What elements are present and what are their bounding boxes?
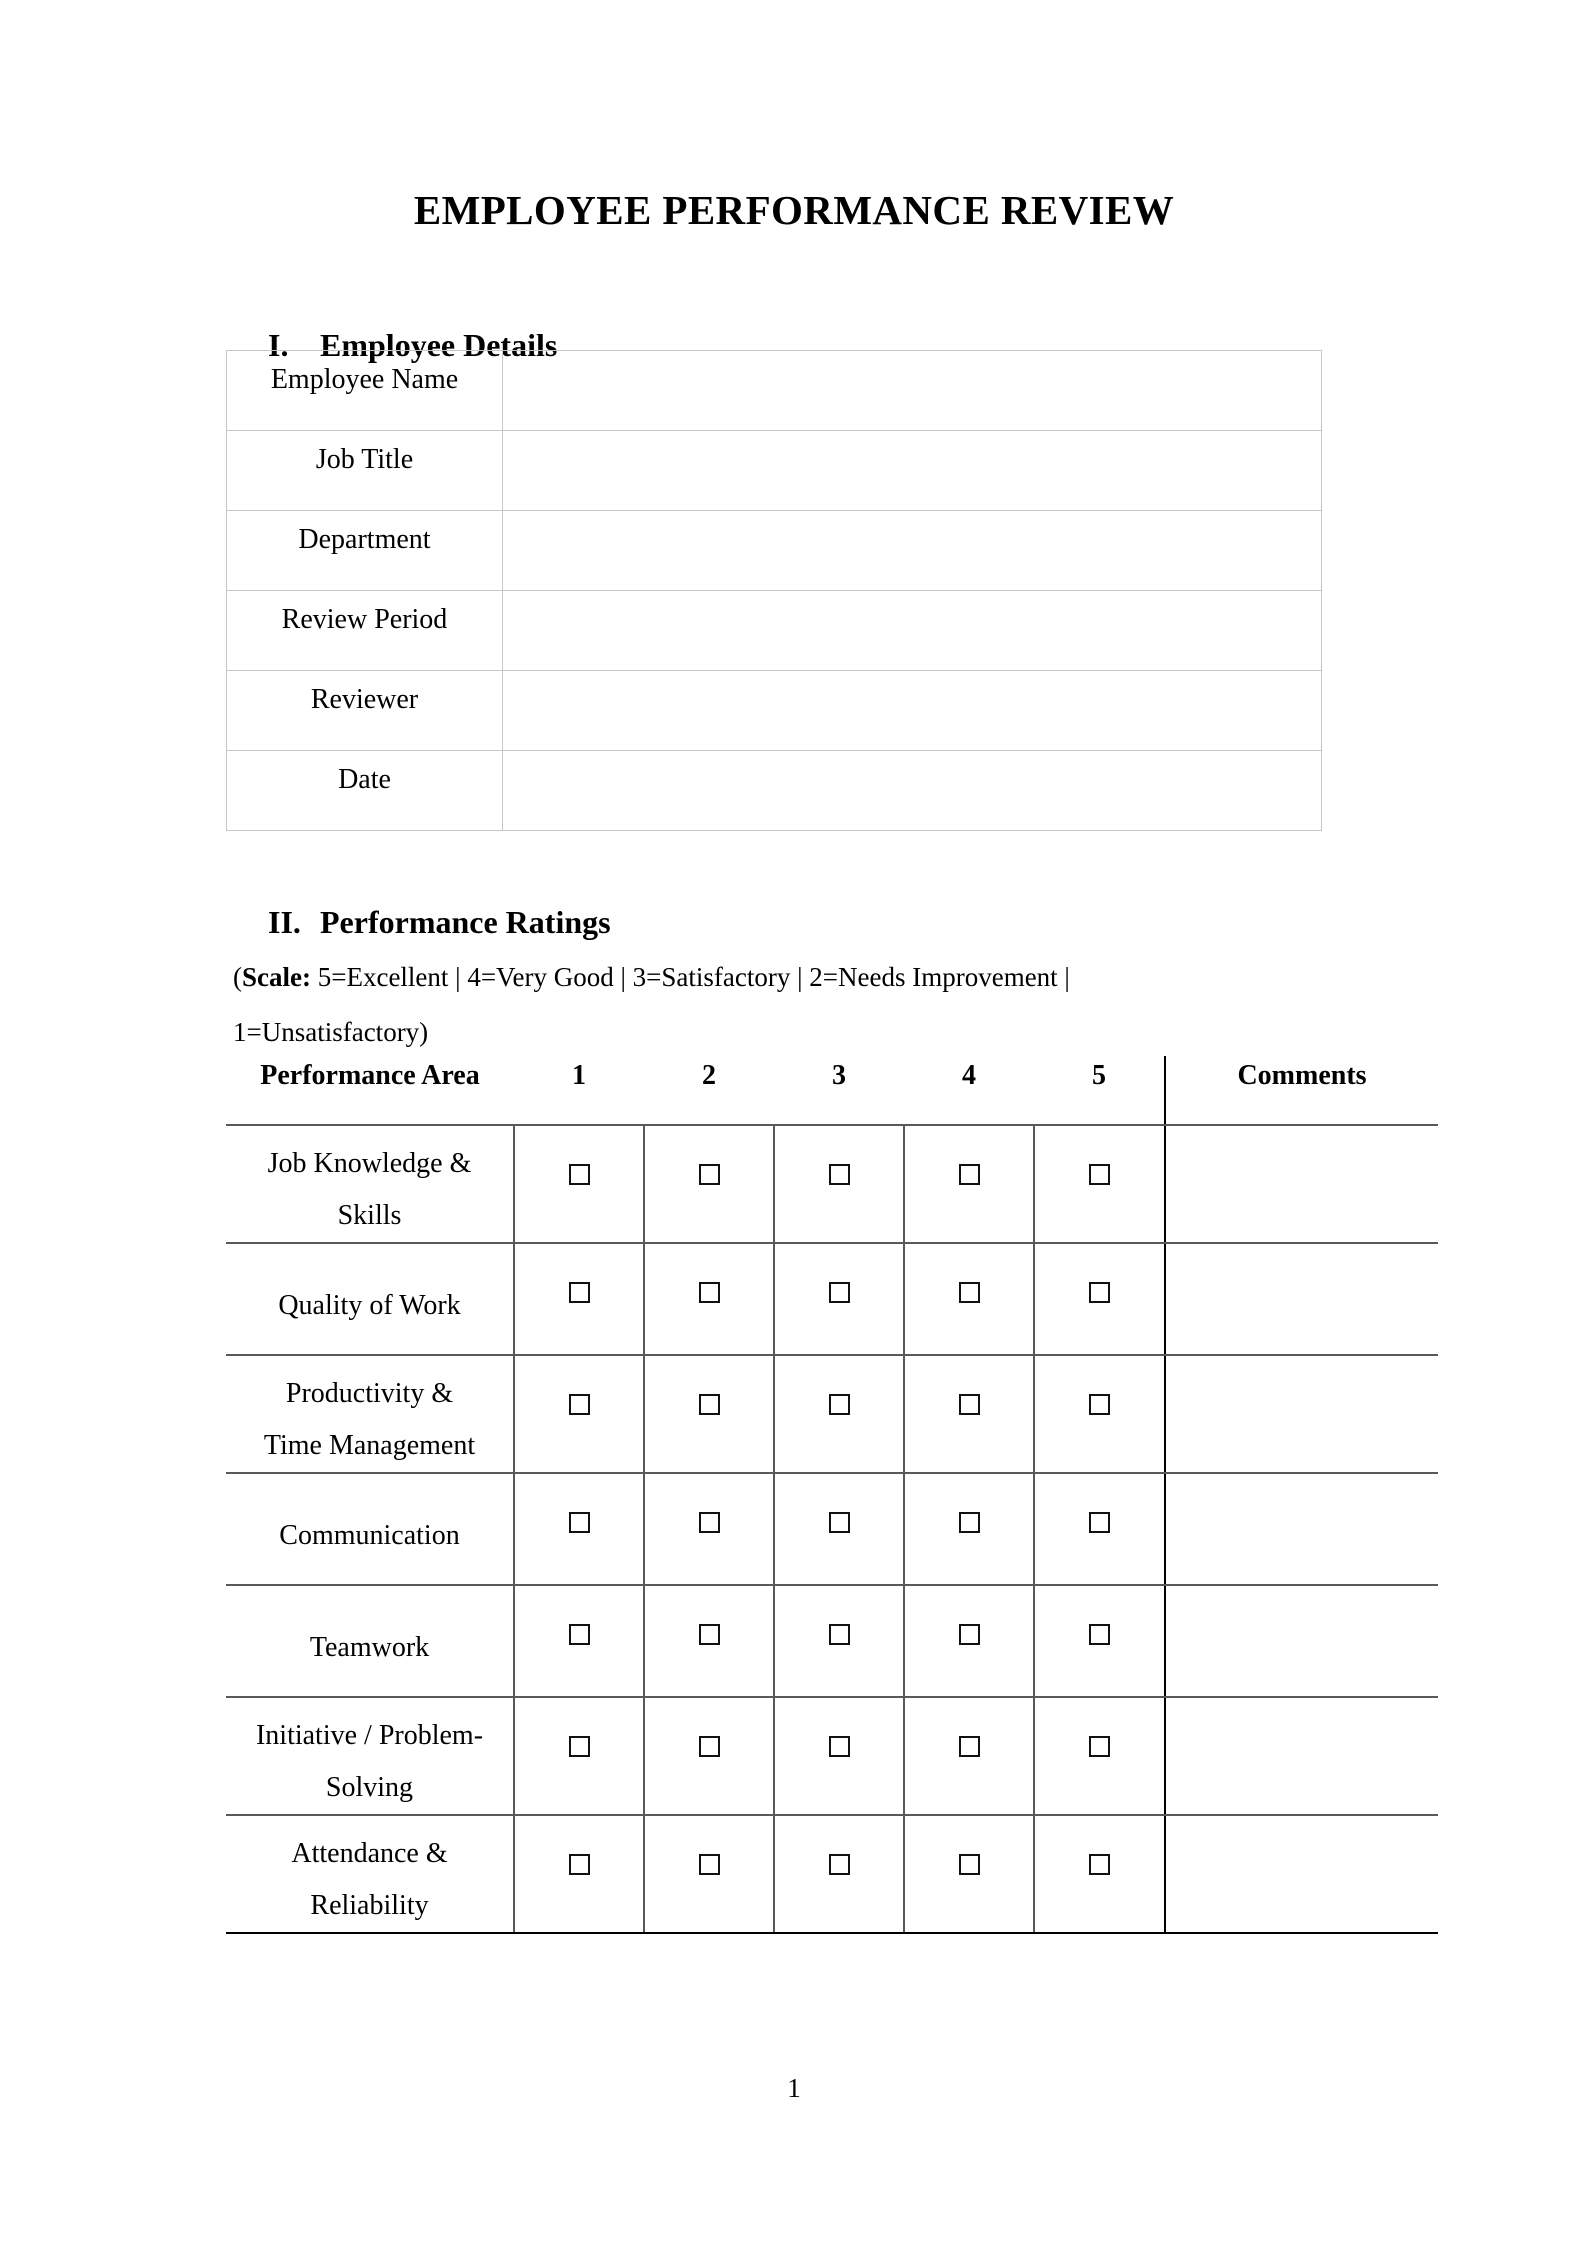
checkbox-wrapper (1035, 1586, 1164, 1650)
rating-cell-5[interactable] (1034, 1697, 1165, 1815)
empty-checkbox-icon[interactable] (1089, 1736, 1110, 1757)
table-header-row (226, 1056, 1438, 1125)
rating-cell-4[interactable] (904, 1585, 1034, 1697)
performance-area-line: Communication (279, 1520, 460, 1551)
empty-checkbox-icon[interactable] (829, 1736, 850, 1757)
comments-field[interactable] (1165, 1585, 1438, 1697)
job-title-field[interactable] (503, 431, 1322, 511)
table-row (227, 431, 1322, 511)
scale-label: Scale: (242, 962, 311, 992)
rating-cell-1[interactable] (514, 1243, 644, 1355)
rating-cell-3[interactable] (774, 1697, 904, 1815)
employee-name-field[interactable] (503, 351, 1322, 431)
performance-area-label (226, 1697, 514, 1815)
empty-checkbox-icon[interactable] (959, 1512, 980, 1533)
performance-area-label (226, 1585, 514, 1697)
comments-field[interactable] (1165, 1815, 1438, 1933)
rating-cell-4[interactable] (904, 1355, 1034, 1473)
column-header-score-2: 2 (644, 1056, 774, 1125)
empty-checkbox-icon[interactable] (1089, 1164, 1110, 1185)
checkbox-wrapper (1035, 1244, 1164, 1308)
section-numeral: II. (268, 904, 301, 940)
ratings-table-header (226, 1056, 1438, 1125)
checkbox-wrapper (515, 1698, 643, 1762)
table-row (227, 591, 1322, 671)
checkbox-wrapper (645, 1816, 773, 1880)
page-title: EMPLOYEE PERFORMANCE REVIEW (413, 187, 1175, 233)
rating-cell-1[interactable] (514, 1473, 644, 1585)
checkbox-wrapper (775, 1244, 903, 1308)
rating-cell-5[interactable] (1034, 1125, 1165, 1243)
performance-area-line: Teamwork (309, 1632, 430, 1663)
checkbox-wrapper (1035, 1816, 1164, 1880)
performance-area-label (226, 1243, 514, 1355)
employee-details-table (226, 350, 1322, 831)
row-label: Date (227, 751, 503, 831)
empty-checkbox-icon[interactable] (829, 1282, 850, 1303)
empty-checkbox-icon[interactable] (699, 1624, 720, 1645)
rating-cell-3[interactable] (774, 1585, 904, 1697)
rating-cell-4[interactable] (904, 1243, 1034, 1355)
performance-area-line: Productivity & (285, 1378, 454, 1409)
checkbox-wrapper (515, 1816, 643, 1880)
checkbox-wrapper (775, 1816, 903, 1880)
empty-checkbox-icon[interactable] (569, 1624, 590, 1645)
checkbox-wrapper (1035, 1126, 1164, 1190)
empty-checkbox-icon[interactable] (959, 1394, 980, 1415)
column-header-score-4: 4 (904, 1056, 1034, 1125)
scale-open-paren: ( (233, 962, 242, 992)
empty-checkbox-icon[interactable] (959, 1854, 980, 1875)
empty-checkbox-icon[interactable] (699, 1736, 720, 1757)
checkbox-wrapper (775, 1586, 903, 1650)
table-row (227, 351, 1322, 431)
checkbox-wrapper (515, 1586, 643, 1650)
row-label: Employee Name (227, 351, 503, 431)
employee-details-body (227, 351, 1322, 831)
empty-checkbox-icon[interactable] (829, 1512, 850, 1533)
date-field[interactable] (503, 751, 1322, 831)
performance-area-line: Skills (337, 1200, 402, 1231)
rating-cell-3[interactable] (774, 1125, 904, 1243)
row-label: Job Title (227, 431, 503, 511)
checkbox-wrapper (775, 1126, 903, 1190)
empty-checkbox-icon[interactable] (569, 1282, 590, 1303)
empty-checkbox-icon[interactable] (569, 1512, 590, 1533)
empty-checkbox-icon[interactable] (569, 1854, 590, 1875)
performance-area-line: Attendance & (291, 1838, 448, 1869)
review-period-field[interactable] (503, 591, 1322, 671)
performance-area-label (226, 1125, 514, 1243)
empty-checkbox-icon[interactable] (829, 1394, 850, 1415)
performance-area-label (226, 1355, 514, 1473)
empty-checkbox-icon[interactable] (1089, 1854, 1110, 1875)
rating-cell-2[interactable] (644, 1815, 774, 1933)
performance-area-line: Quality of Work (278, 1290, 461, 1321)
empty-checkbox-icon[interactable] (699, 1164, 720, 1185)
table-row (226, 1585, 1438, 1697)
column-header-performance-area: Performance Area (226, 1056, 514, 1125)
comments-field[interactable] (1165, 1697, 1438, 1815)
comments-field[interactable] (1165, 1473, 1438, 1585)
rating-cell-2[interactable] (644, 1243, 774, 1355)
rating-cell-1[interactable] (514, 1355, 644, 1473)
empty-checkbox-icon[interactable] (1089, 1394, 1110, 1415)
checkbox-wrapper (905, 1586, 1033, 1650)
section-numeral: I. (268, 327, 289, 363)
checkbox-wrapper (645, 1698, 773, 1762)
rating-cell-5[interactable] (1034, 1473, 1165, 1585)
checkbox-wrapper (905, 1698, 1033, 1762)
checkbox-wrapper (515, 1126, 643, 1190)
table-row (227, 751, 1322, 831)
checkbox-wrapper (775, 1474, 903, 1538)
empty-checkbox-icon[interactable] (959, 1736, 980, 1757)
row-label: Reviewer (227, 671, 503, 751)
checkbox-wrapper (645, 1586, 773, 1650)
table-row (227, 671, 1322, 751)
empty-checkbox-icon[interactable] (829, 1624, 850, 1645)
rating-cell-2[interactable] (644, 1697, 774, 1815)
rating-cell-4[interactable] (904, 1815, 1034, 1933)
performance-area-line: Solving (325, 1772, 414, 1803)
rating-cell-1[interactable] (514, 1815, 644, 1933)
row-label: Department (227, 511, 503, 591)
rating-cell-2[interactable] (644, 1125, 774, 1243)
table-row (226, 1125, 1438, 1243)
comments-field[interactable] (1165, 1125, 1438, 1243)
checkbox-wrapper (645, 1244, 773, 1308)
empty-checkbox-icon[interactable] (1089, 1282, 1110, 1303)
empty-checkbox-icon[interactable] (1089, 1624, 1110, 1645)
column-header-score-1: 1 (514, 1056, 644, 1125)
row-label: Review Period (227, 591, 503, 671)
checkbox-wrapper (905, 1474, 1033, 1538)
performance-ratings-table (226, 1056, 1438, 1934)
table-row (226, 1243, 1438, 1355)
checkbox-wrapper (905, 1816, 1033, 1880)
checkbox-wrapper (1035, 1356, 1164, 1420)
rating-cell-2[interactable] (644, 1473, 774, 1585)
rating-cell-3[interactable] (774, 1815, 904, 1933)
checkbox-wrapper (1035, 1474, 1164, 1538)
checkbox-wrapper (905, 1356, 1033, 1420)
rating-cell-1[interactable] (514, 1697, 644, 1815)
comments-field[interactable] (1165, 1243, 1438, 1355)
rating-cell-4[interactable] (904, 1697, 1034, 1815)
checkbox-wrapper (775, 1356, 903, 1420)
checkbox-wrapper (1035, 1698, 1164, 1762)
comments-field[interactable] (1165, 1355, 1438, 1473)
section-title: Performance Ratings (320, 904, 611, 940)
empty-checkbox-icon[interactable] (829, 1164, 850, 1185)
section-title: Employee Details (320, 327, 558, 363)
department-field[interactable] (503, 511, 1322, 591)
table-row (226, 1355, 1438, 1473)
empty-checkbox-icon[interactable] (699, 1854, 720, 1875)
rating-cell-3[interactable] (774, 1355, 904, 1473)
ratings-table-body (226, 1125, 1438, 1933)
reviewer-field[interactable] (503, 671, 1322, 751)
checkbox-wrapper (515, 1356, 643, 1420)
empty-checkbox-icon[interactable] (699, 1282, 720, 1303)
empty-checkbox-icon[interactable] (699, 1512, 720, 1533)
rating-cell-2[interactable] (644, 1585, 774, 1697)
checkbox-wrapper (775, 1698, 903, 1762)
page-number: 1 (787, 2073, 801, 2103)
column-header-score-5: 5 (1034, 1056, 1165, 1125)
checkbox-wrapper (645, 1474, 773, 1538)
empty-checkbox-icon[interactable] (1089, 1512, 1110, 1533)
table-row (226, 1815, 1438, 1933)
table-row (226, 1697, 1438, 1815)
empty-checkbox-icon[interactable] (569, 1736, 590, 1757)
empty-checkbox-icon[interactable] (569, 1164, 590, 1185)
rating-cell-2[interactable] (644, 1355, 774, 1473)
checkbox-wrapper (645, 1356, 773, 1420)
checkbox-wrapper (905, 1244, 1033, 1308)
scale-values: 5=Excellent | 4=Very Good | 3=Satisfactory | 2=Needs Improvement | 1=Unsatisfactory) (233, 962, 1070, 1047)
rating-cell-1[interactable] (514, 1585, 644, 1697)
empty-checkbox-icon[interactable] (959, 1282, 980, 1303)
rating-scale-note (233, 950, 1243, 1060)
rating-cell-1[interactable] (514, 1125, 644, 1243)
performance-area-line: Initiative / Problem- (255, 1720, 484, 1751)
rating-cell-4[interactable] (904, 1125, 1034, 1243)
rating-cell-3[interactable] (774, 1243, 904, 1355)
empty-checkbox-icon[interactable] (699, 1394, 720, 1415)
rating-cell-5[interactable] (1034, 1815, 1165, 1933)
rating-cell-5[interactable] (1034, 1243, 1165, 1355)
column-header-comments: Comments (1165, 1056, 1438, 1125)
performance-area-line: Reliability (310, 1890, 429, 1921)
table-row (226, 1473, 1438, 1585)
checkbox-wrapper (905, 1126, 1033, 1190)
rating-cell-3[interactable] (774, 1473, 904, 1585)
checkbox-wrapper (515, 1474, 643, 1538)
checkbox-wrapper (515, 1244, 643, 1308)
rating-cell-4[interactable] (904, 1473, 1034, 1585)
empty-checkbox-icon[interactable] (959, 1164, 980, 1185)
performance-area-line: Time Management (263, 1430, 476, 1461)
rating-cell-5[interactable] (1034, 1585, 1165, 1697)
empty-checkbox-icon[interactable] (829, 1854, 850, 1875)
performance-area-line: Job Knowledge & (267, 1148, 472, 1179)
column-header-score-3: 3 (774, 1056, 904, 1125)
rating-cell-5[interactable] (1034, 1355, 1165, 1473)
checkbox-wrapper (645, 1126, 773, 1190)
performance-area-label (226, 1815, 514, 1933)
empty-checkbox-icon[interactable] (569, 1394, 590, 1415)
empty-checkbox-icon[interactable] (959, 1624, 980, 1645)
table-row (227, 511, 1322, 591)
performance-area-label (226, 1473, 514, 1585)
